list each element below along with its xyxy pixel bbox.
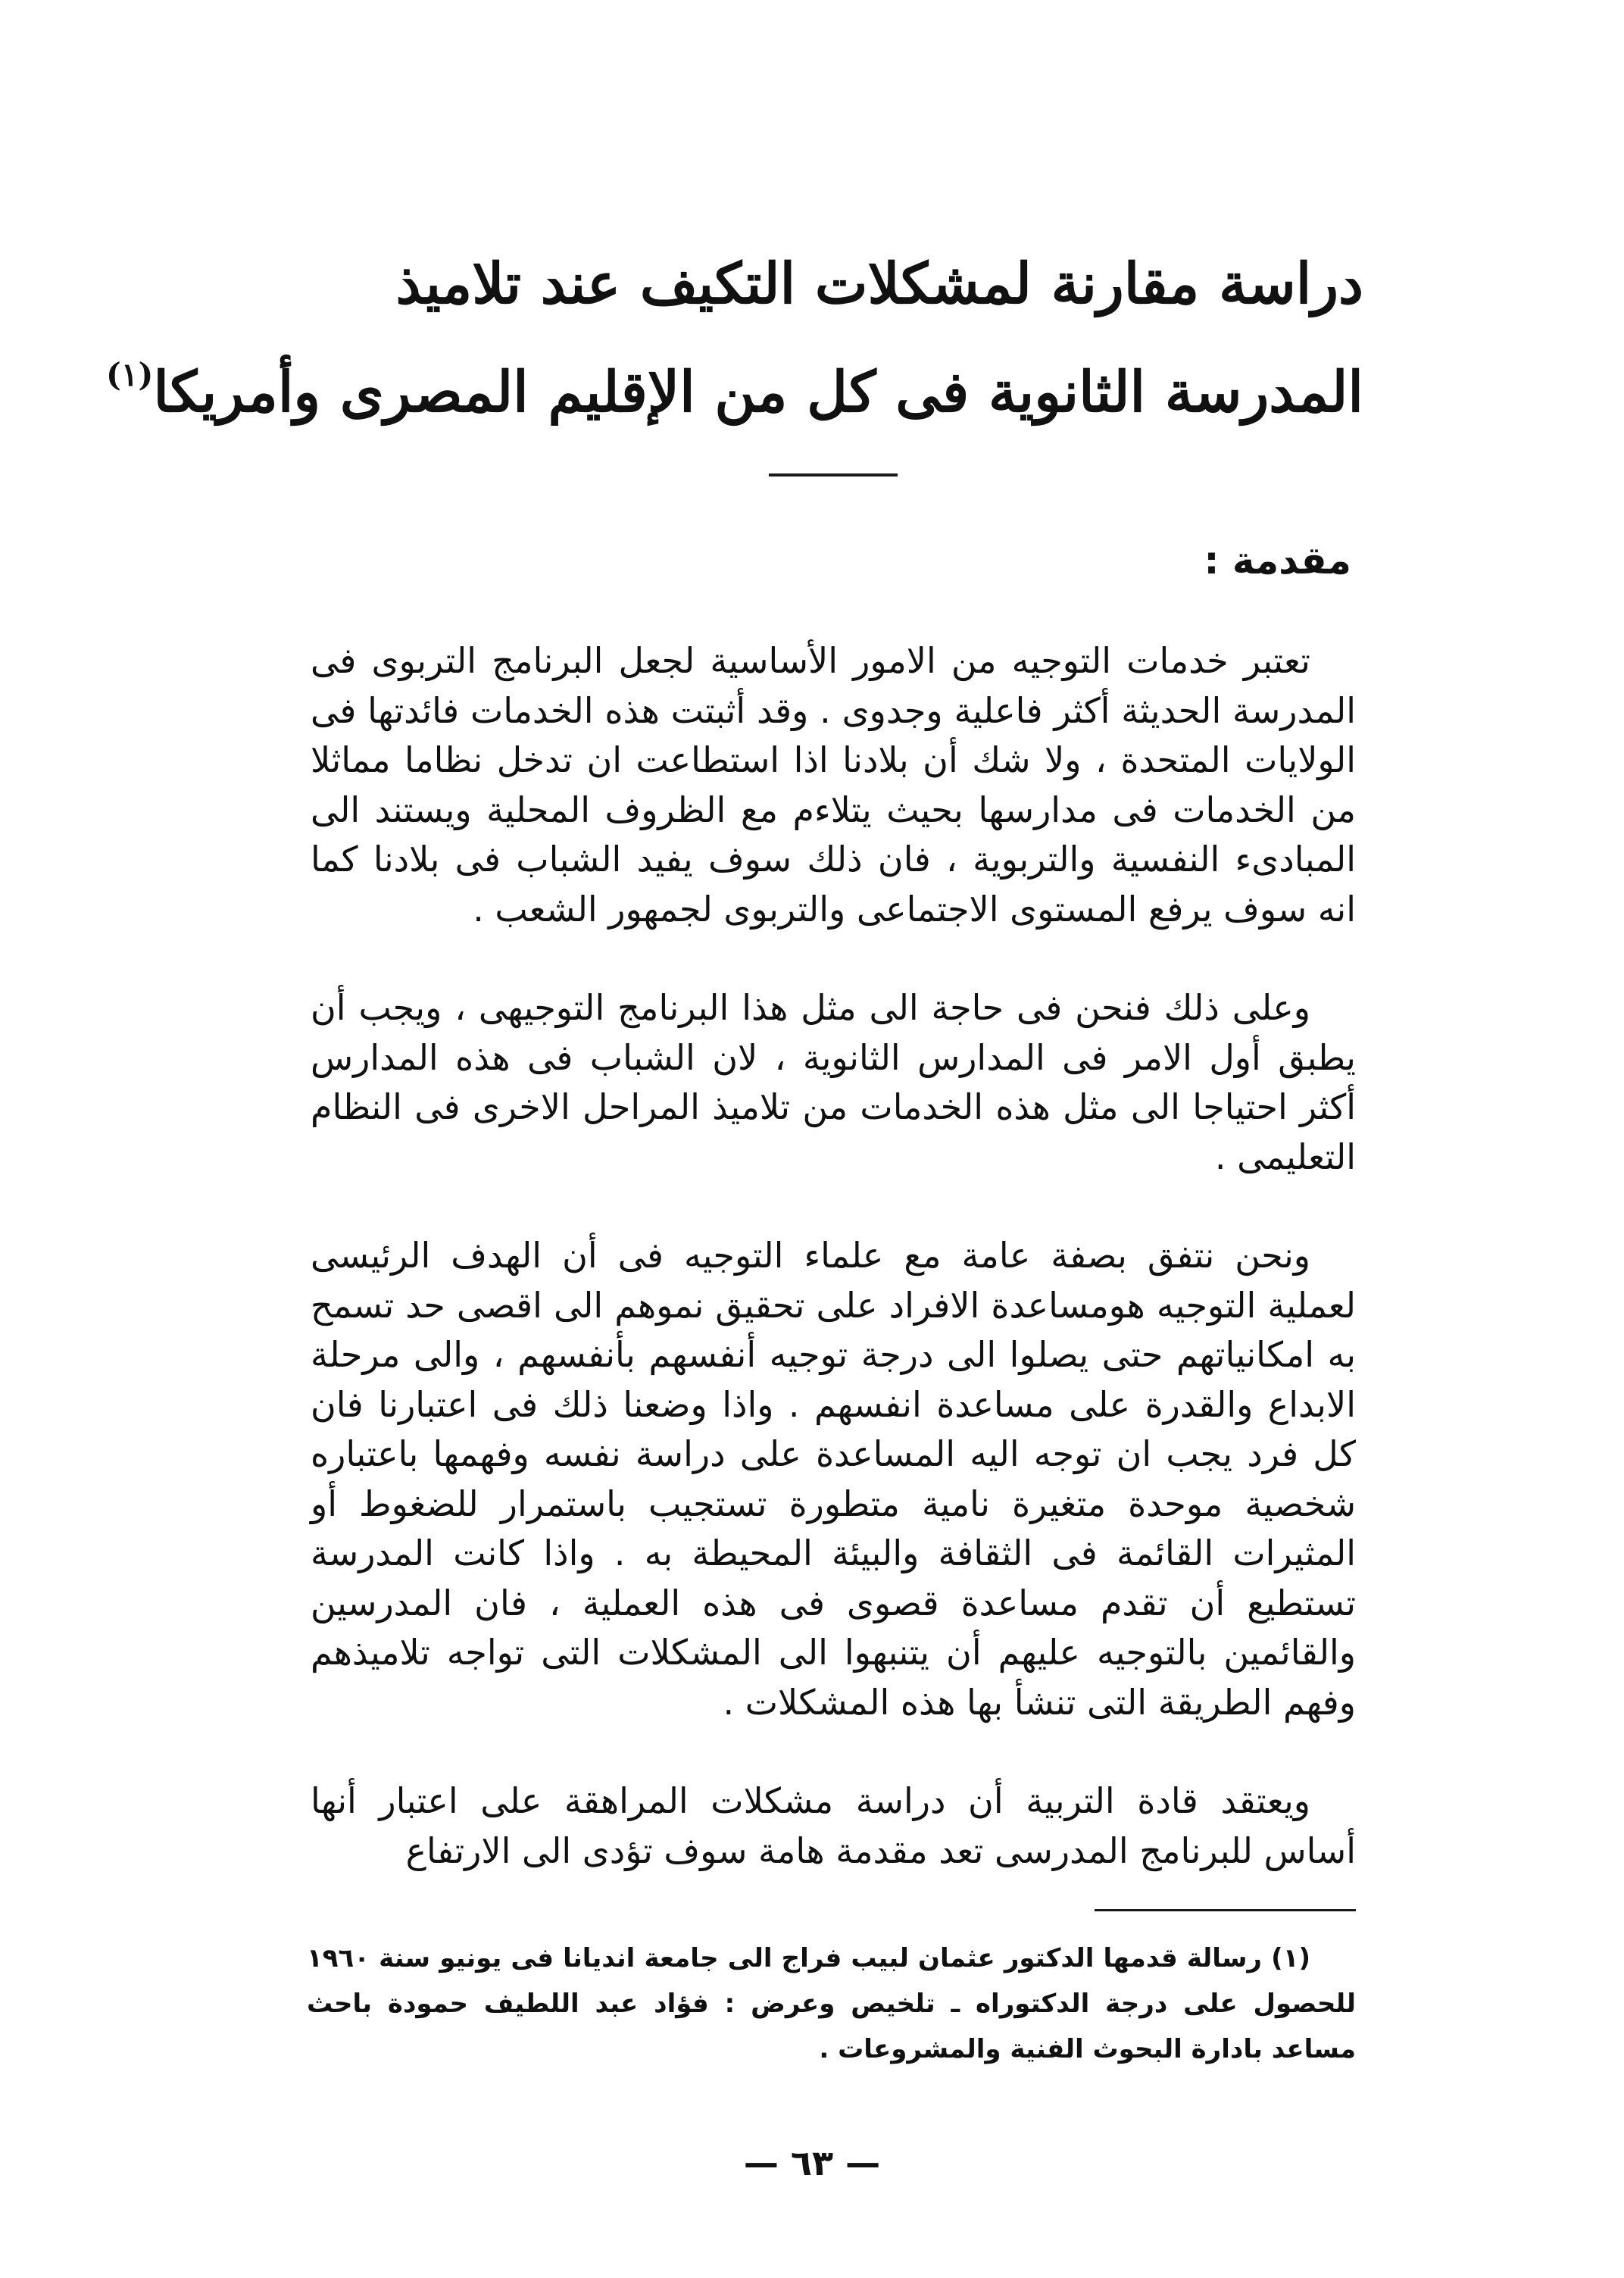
title-line-1: دراسة مقارنة لمشكلات التكيف عند تلاميذ bbox=[395, 252, 1363, 317]
body-paragraph bbox=[311, 983, 1356, 1182]
page-number: — ٦٣ — bbox=[743, 2142, 881, 2183]
body-paragraph bbox=[311, 1776, 1356, 1876]
title-divider bbox=[769, 473, 898, 477]
title-line-2 bbox=[106, 330, 1363, 438]
paragraph-text: تعتبر خدمات التوجيه من الامور الأساسية لجعل البرنامج التربوى فى المدرسة الحديثة أكثر فاعلية وجدوى . وقد أثبتت هذه الخدمات فائدتها فى الولايات المتحدة ، ولا شك أن بلادنا اذا استطاعت ان تدخل نظاما مماثلا من الخدمات فى مدارسها بحيث يتلاءم مع الظروف المحلية ويستند الى المبادىء النفسية والتربوية ، فان ذلك سوف يفيد الشباب فى بلادنا كما انه سوف يرفع المستوى الاجتماعى والتربوى لجمهور الشعب . bbox=[311, 640, 1356, 930]
title-footnote-marker: (١) bbox=[106, 356, 154, 393]
paragraph-text: ويعتقد قادة التربية أن دراسة مشكلات المراهقة على اعتبار أنها أساس للبرنامج المدرسى تعد مقدمة هامة سوف تؤدى الى الارتفاع bbox=[311, 1780, 1356, 1871]
title-line-2-text: المدرسة الثانوية فى كل من الإقليم المصرى وأمريكا bbox=[153, 360, 1363, 425]
footnote bbox=[307, 1936, 1356, 2072]
paragraph-text: ونحن نتفق بصفة عامة مع علماء التوجيه فى أن الهدف الرئيسى لعملية التوجيه هومساعدة الافراد على تحقيق نموهم الى اقصى حد تسمح به امكانياتهم حتى يصلوا الى درجة توجيه أنفسهم بأنفسهم ، والى مرحلة الابداع والقدرة على مساعدة انفسهم . واذا وضعنا ذلك فى اعتبارنا فان كل فرد يجب ان توجه اليه المساعدة على دراسة نفسه وفهمها باعتباره شخصية موحدة متغيرة نامية متطورة تستجيب باستمرار للضغوط أو المثيرات القائمة فى الثقافة والبيئة المحيطة به . واذا كانت المدرسة تستطيع أن تقدم مساعدة قصوى فى هذه العملية ، فان المدرسين والقائمين بالتوجيه عليهم أن يتنبهوا الى المشكلات التى تواجه تلاميذهم وفهم الطريقة التى تنشأ بها هذه المشكلات . bbox=[311, 1235, 1356, 1723]
footnote-divider bbox=[1095, 1909, 1356, 1911]
section-heading: مقدمة : bbox=[1204, 539, 1351, 583]
paragraph-text: وعلى ذلك فنحن فى حاجة الى مثل هذا البرنامج التوجيهى ، ويجب أن يطبق أول الامر فى المدارس الثانوية ، لان الشباب فى هذه المدارس أكثر احتياجا الى مثل هذه الخدمات من تلاميذ المراحل الاخرى فى النظام التعليمى . bbox=[311, 987, 1356, 1177]
footnote-text: (١) رسالة قدمها الدكتور عثمان لبيب فراج الى جامعة انديانا فى يونيو سنة ١٩٦٠ للحصول على درجة الدكتوراه ـ تلخيص وعرض : فؤاد عبد اللطيف حمودة باحث مساعد بادارة البحوث الفنية والمشروعات . bbox=[307, 1943, 1356, 2064]
article-title bbox=[106, 239, 1363, 438]
body-paragraph bbox=[311, 1231, 1356, 1727]
body-paragraph bbox=[311, 636, 1356, 934]
